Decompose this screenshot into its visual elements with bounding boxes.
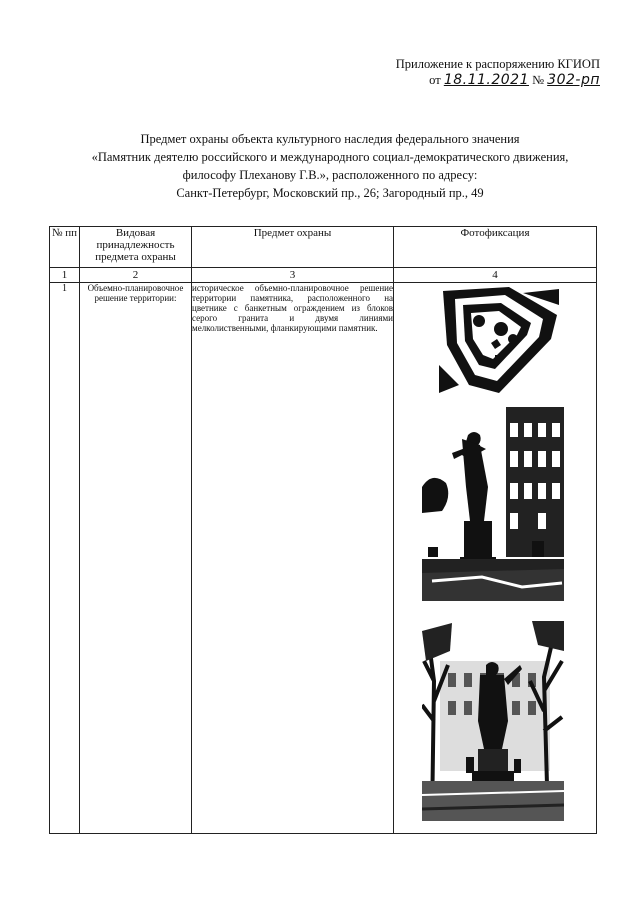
col-num-4: 4 [394,268,597,283]
title-line-1: Предмет охраны объекта культурного наследия федерального значения [140,132,520,146]
from-label: от [429,73,441,87]
monument-photo-trees [422,621,564,821]
title-line-2: «Памятник деятелю российского и международного социал-демократического движения, [91,150,569,164]
header-subject: Предмет охраны [192,227,394,268]
aerial-photo [439,285,559,395]
title-line-3: философу Плеханову Г.В.», расположенного по адресу: [182,168,478,182]
appendix-date-line [396,72,600,88]
monument-photo-building [422,401,564,601]
header-number: № пп [50,227,80,268]
appendix-title: Приложение к распоряжению КГИОП [395,57,600,71]
order-number: 302-рп [547,72,600,88]
photo-cell [394,283,597,834]
header-photo: Фотофиксация [394,227,597,268]
title-line-4: Санкт-Петербург, Московский пр., 26; Загородный пр., 49 [176,186,484,200]
col-num-1: 1 [50,268,80,283]
row-description: историческое объемно-планировочное решение территории памятника, расположенного на цветнике с банкетным ограждением из блоков серого гранита и двумя линиями мелколиственными, фланкирующими памятник. [192,283,394,834]
column-number-row [50,268,597,283]
appendix-header [396,56,600,88]
header-type: Видовая принадлежность предмета охраны [80,227,192,268]
row-type: Объемно-планировочное решение территории: [80,283,192,834]
col-num-3: 3 [192,268,394,283]
protection-table [49,226,597,834]
table-row [50,283,597,834]
document-title [60,130,600,202]
number-label: № [532,73,545,87]
col-num-2: 2 [80,268,192,283]
row-number: 1 [50,283,80,834]
table-header-row [50,227,597,268]
order-date: 18.11.2021 [443,72,529,88]
